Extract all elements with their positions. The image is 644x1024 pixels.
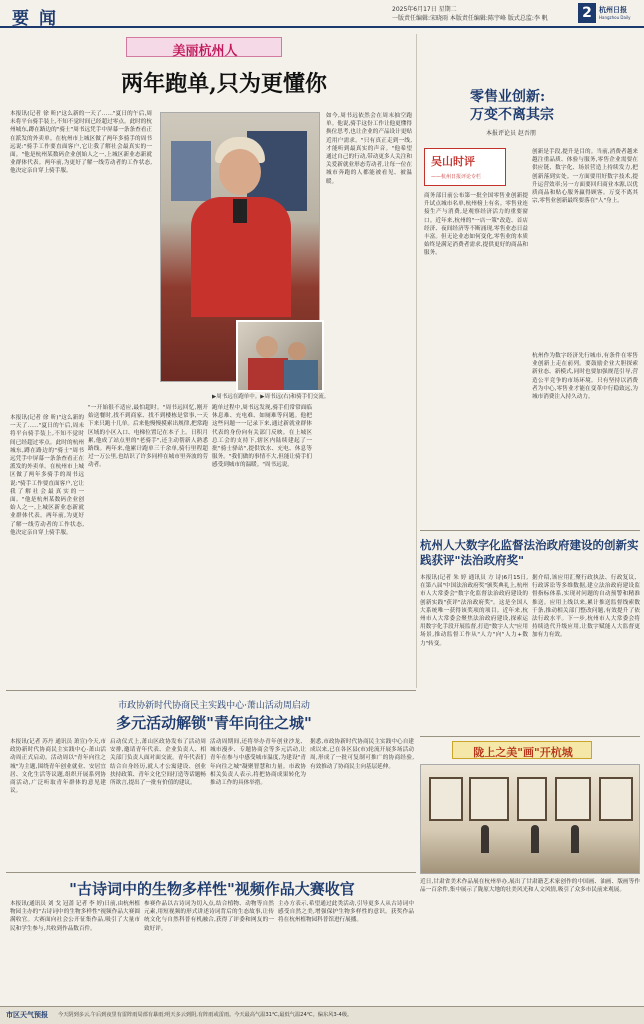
article1-col2: "一开始很不适应,最怕超时。"周书远回忆,刚开始送餐时,找不到商家、找不到楼栋是常事,一天下来只跑十几单。后来他慢慢摸索出规律,把常跑区域的小区入口、电梯位置记在本子上。日积月累,他成了站点里的"老骑手",还主动帮新人熟悉路线。两年来,他累计跑单三千余单,骑行里程超过一万公里,也结识了许多同样在城市里奔波的劳动者。 (88, 405, 208, 469)
column-logo (424, 148, 506, 186)
section-divider (420, 736, 640, 737)
article3-col1: 本报讯(记者 朱 婷 通讯员 方 诗)6月15日,在第八届"中国法治政府奖"颁奖典礼上,杭州市人大常委会"数字化监督法治政府建设的创新实践"获评"法治政府奖"。这是全国人大系统唯一获得该奖项的项目。近年来,杭州市人大常委会聚焦法治政府建设,探索运用数字化手段开展监督,打造"数字人大"应用场景,推动监督工作从"人力"向"人力+数力"转变。 (420, 575, 528, 647)
column-logo-subtitle: ——杭州日报评论专栏 (431, 174, 482, 180)
column-banner-label: 美丽杭州人 (172, 44, 238, 59)
article5-col3: 主办方表示,希望通过此类活动,引导更多人从古诗词中感受自然之美,增强保护生物多样性的意识。获奖作品将在杭州植物园科普馆进行展播。 (278, 901, 414, 924)
section-title: 要闻 (12, 9, 66, 29)
article1-inset-photo (236, 320, 324, 392)
article4-headline: 多元活动解锁"青年向往之城" (116, 714, 312, 732)
editors-line: 一版责任编辑:宋晓雨 本版责任编辑:陈宇峰 版式总监:李 帆 (392, 15, 548, 22)
art-text: 近日,甘肃省美术作品展在杭州举办,展出了甘肃籍艺术家创作的中国画、油画、版画等作品一百余件,集中展示了陇原大地的壮美风光和人文风情,吸引了众多市民前来观展。 (420, 879, 640, 894)
article4-col1: 本报讯(记者 苏丹 通讯员 萧宣)今天,市政协新时代协商民主实践中心·萧山活动周正式启动。活动周以"青年向往之城"为主题,围绕青年创业就业、安居宜居、文化生活等议题,组织开展系列协商活动,广泛听取青年群体的意见建议。 (10, 739, 106, 795)
article5-headline: "古诗词中的生物多样性"视频作品大赛收官 (69, 880, 355, 898)
article4-col3: 活动周期间,还将举办青年创业沙龙、城市漫步、专题协商会等多元活动,让青年在参与中感受城市温度,为建设"青年向往之城"凝聚智慧和力量。市政协相关负责人表示,将把协商成果转化为推动工作的具体举措。 (210, 739, 306, 787)
weather-label: 市区天气预报 (6, 1011, 48, 1019)
article2-byline: 本报评论员 赵吾朋 (486, 130, 536, 137)
article4-col2: 启动仪式上,萧山区政协发布了活动周安排,邀请青年代表、企业负责人、相关部门负责人面对面交流。青年代表们结合自身经历,就人才公寓建设、创业扶持政策、青年文化空间打造等话题畅所欲言,提出了一批有价值的建议。 (110, 739, 206, 787)
weather-footer (0, 1006, 644, 1024)
art-banner (452, 741, 592, 759)
art-exhibition-photo (420, 764, 640, 874)
article1-col4: 如今,周书远依然会在周末抽空跑单。他说,骑手这份工作让他更懂得换位思考,也让企业的产品设计更贴近用户需求。"只有真正走到一线,才能听到最真实的声音。"他希望通过自己的行动,带动更多人关注和关爱新就业形态劳动者,让每一位在城市奔跑的人都能被看见、被温暖。 (326, 113, 412, 185)
paper-name: 杭州日报 (599, 5, 627, 14)
article4-col4: 据悉,市政协新时代协商民主实践中心自建成以来,已在各区县(市)轮流开展多场活动周,形成了一批可复制可推广的协商经验,有效推动了协商民主向基层延伸。 (310, 739, 414, 770)
article2-lead: 零售业创新: (470, 89, 546, 105)
article1-caption: ▶周书远在跑单中。▶周书远(右)和骑手们交流。 (212, 394, 330, 400)
section-divider (6, 872, 416, 873)
article1-col3: 跑单过程中,周书远发现,骑手们常常面临休息难、充电难、如厕难等问题。他把这些问题一一记录下来,通过新就业群体代表的身份向有关部门反映。在上城区总工会的支持下,辖区内陆续建起了一批"骑士驿站",提供饮水、充电、休息等服务。"我们做的事情不大,但能让骑手们感受到城市的温暖。"周书远说。 (212, 405, 312, 469)
column-banner (126, 37, 282, 57)
weather-text: 今天阴到多云,午后到夜里有雷阵雨局部有暴雨;明天多云到阴,有阵雨或雷雨。今天最高气温31℃,最低气温24℃。偏东风3-4级。 (58, 1012, 353, 1018)
article5-col1: 本报讯(通讯员 刘 戈 冠蔷 记者 李 婷)日前,由杭州植物园主办的"古诗词中的生物多样性"视频作品大赛圆满收官。大赛面向社会公开征集作品,吸引了大量市民和学生参与,共收到作品数百件。 (10, 901, 140, 932)
column-logo-title: 吴山时评 (431, 155, 475, 168)
masthead (0, 0, 644, 28)
article1-col1: 本报讯(记者 徐 昕)"这么新的一天了……"夏日的午后,周未将平台骑手装上,不知不觉时间已经超过零点。此时的杭州城东,蹲在路边的"骑士"周书远凭手中屏幕一条条查看正在派发的外卖单。在杭州市上城区做了两年多骑手的周书远说:"骑手工作要直面客户,它让我了解社会最真实的一面。"他是杭州某数码企业创始人之一,上城区新业态新就业群体代表。两年前,为更好了解一线劳动者的工作状态,他决定亲自穿上骑手服。 (10, 111, 152, 175)
article2-col1: 商务部日前公布第一批全国零售业创新提升试点城市名单,杭州榜上有名。零售业连接生产与消费,是观察经济活力的重要窗口。近年来,杭州的"一店一策"改造、首店经济、夜间经济等不断涌现,零售业态日益丰富。但无论业态如何变化,零售业的本质始终是满足消费者需求,提供更好的商品和服务。 (424, 193, 528, 257)
article2-headline: 万变不离其宗 (470, 107, 554, 123)
article5-col2: 参赛作品以古诗词为切入点,结合植物、动物等自然元素,用短视频的形式讲述诗词背后的生态故事,让传统文化与自然科普有机融合,获得了评委和网友的一致好评。 (144, 901, 274, 932)
section-divider (420, 530, 640, 531)
issue-date: 2025年6月17日 星期二 (392, 6, 457, 13)
article3-col2: 据介绍,该应用汇聚行政执法、行政复议、行政诉讼等多维数据,建立法治政府建设监督指标体系,实现对问题的自动预警和精准推送。应用上线以来,累计推送监督线索数千条,推动相关部门整改问题,有效提升了依法行政水平。下一步,杭州市人大常委会将持续迭代升级应用,让数字赋能人大监督更加有力有效。 (532, 575, 640, 639)
art-banner-label: 陇上之美"画"开杭城 (473, 746, 573, 759)
paper-name-en: Hangzhou Daily (599, 15, 631, 20)
article2-col3: 杭州作为数字经济先行城市,有条件在零售业创新上走在前列。要鼓励企业大胆探索新业态、新模式,同时也要加强规范引导,营造公平竞争的市场环境。只有坚持以消费者为中心,零售业才能在变革中行稳致远,为城市消费注入持久动力。 (532, 353, 638, 401)
article3-headline: 杭州人大数字化监督法治政府建设的创新实践获评"法治政府奖" (420, 538, 639, 567)
column-divider (416, 34, 417, 688)
article1-col1b: 本报讯(记者 徐 昕)"这么新的一天了……"夏日的午后,周未将平台骑手装上,不知不觉时间已经超过零点。此时的杭州城东,蹲在路边的"骑士"周书远凭手中屏幕一条条查看正在派发的外卖单。在杭州市上城区做了两年多骑手的周书远说:"骑手工作要直面客户,它让我了解社会最真实的一面。"他是杭州某数码企业创始人之一,上城区新业态新就业群体代表。两年前,为更好了解一线劳动者的工作状态,他决定亲自穿上骑手服。 (10, 415, 84, 536)
article2-col2: 创新是手段,提升是目的。当前,消费者越来越注重品质、体验与服务,零售企业需要在供应链、数字化、场景营造上持续发力,把创新落到实处。一方面要用好数字技术,提升运营效率;另一方面要回归商业本源,以优质商品和贴心服务赢得顾客。万变不离其宗,零售业创新最终要落在"人"身上。 (532, 149, 638, 205)
section-divider (6, 690, 416, 691)
article1-headline: 两年跑单,只为更懂你 (121, 71, 327, 97)
page-number: 2 (578, 3, 596, 23)
article4-lead: 市政协新时代协商民主实践中心·萧山活动周启动 (118, 701, 310, 711)
